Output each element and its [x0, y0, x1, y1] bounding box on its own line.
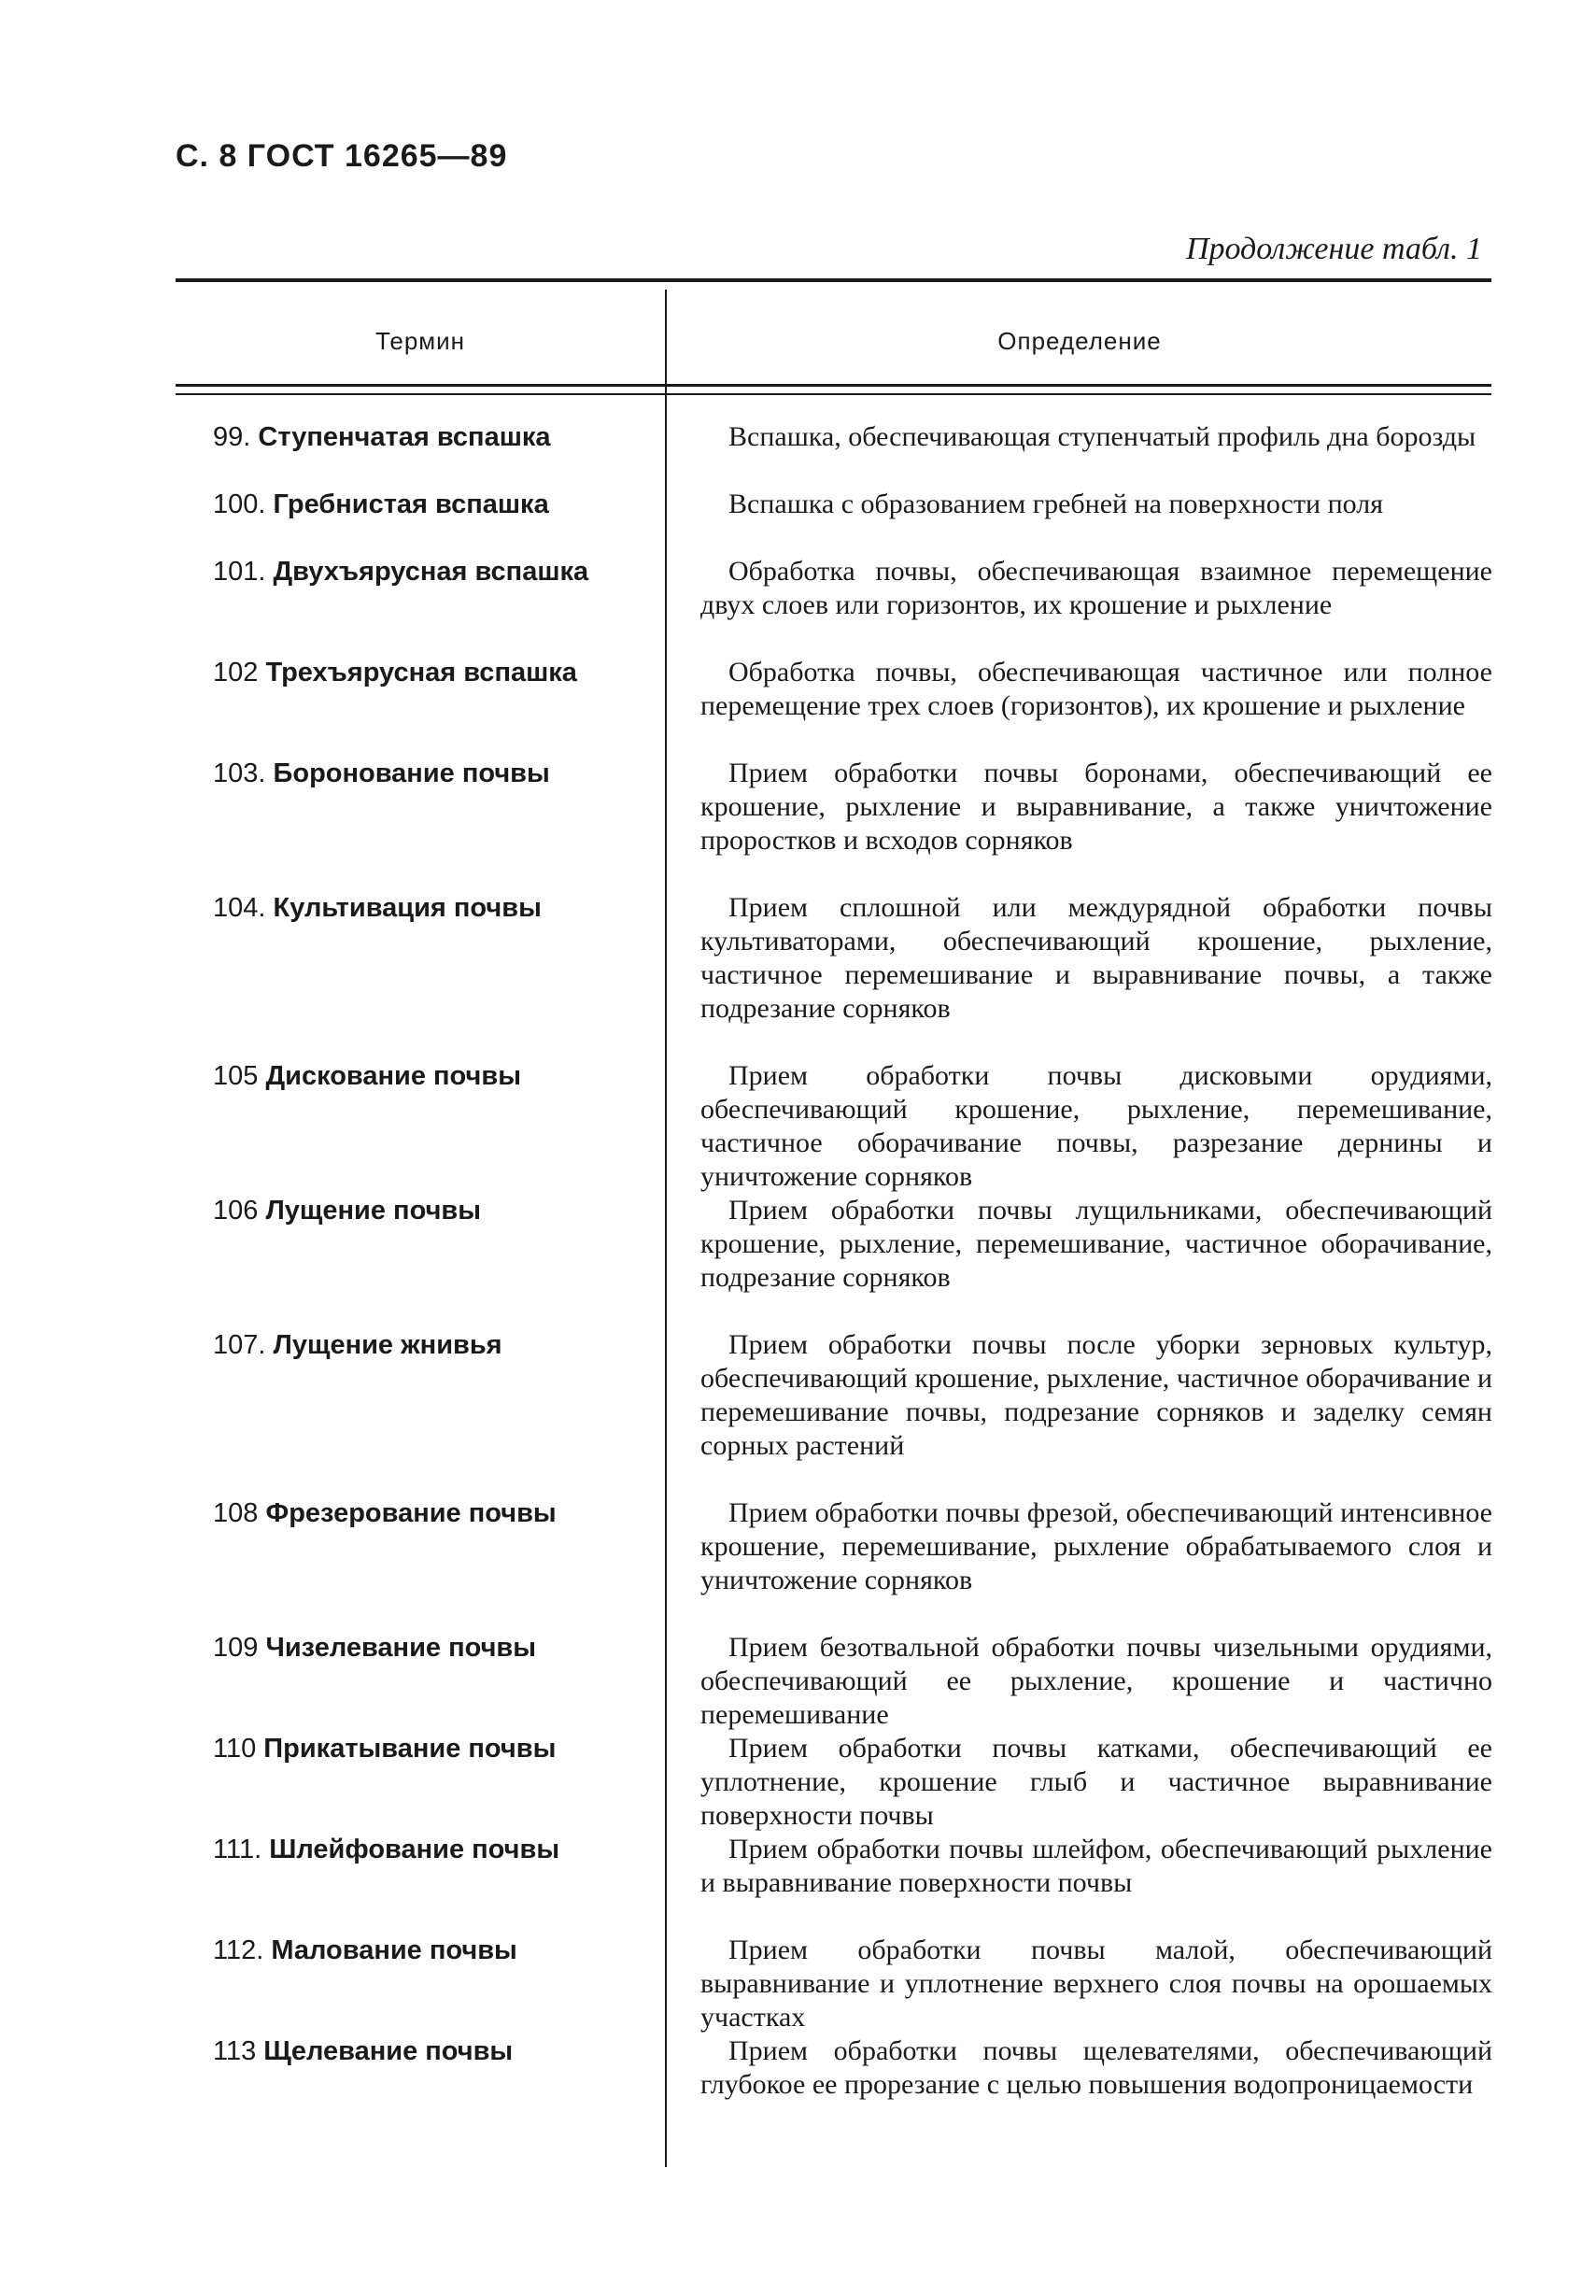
term-name: Лущение жнивья [273, 1330, 502, 1360]
term-number: 107. [213, 1330, 266, 1360]
table-top-rule [176, 278, 1491, 282]
term-name: Трехъярусная вспашка [265, 658, 577, 687]
definition-cell: Прием обработки почвы катками, обеспечивающий ее уплотнение, крошение глыб и частичное выравнивание поверхности почвы [700, 1733, 1492, 1831]
definition-cell: Прием обработки почвы малой, обеспечивающий выравнивание и уплотнение верхнего слоя почвы на орошаемых участках [700, 1935, 1492, 2033]
term-cell [176, 1496, 647, 1530]
term-cell [176, 891, 647, 925]
definition-cell: Прием обработки почвы щелевателями, обеспечивающий глубокое ее прорезание с целью повышения водопроницаемости [700, 2035, 1492, 2100]
definition-cell: Обработка почвы, обеспечивающая частичное или полное перемещение трех слоев (горизонтов), их крошение и рыхление [700, 657, 1492, 721]
term-number: 112. [213, 1935, 264, 1965]
term-name: Двухъярусная вспашка [273, 557, 589, 587]
definition-cell: Вспашка, обеспечивающая ступенчатый профиль дна борозды [728, 421, 1476, 452]
term-cell [176, 656, 647, 689]
definition-cell: Прием безотвальной обработки почвы чизельными орудиями, обеспечивающий ее рыхление, крошение и частично перемешивание [700, 1632, 1492, 1730]
term-cell [176, 488, 647, 521]
term-number: 108 [213, 1498, 259, 1528]
definition-cell: Прием обработки почвы шлейфом, обеспечивающий рыхление и выравнивание поверхности почвы [700, 1834, 1492, 1898]
header-rule-double [176, 393, 1491, 395]
term-name: Чизелевание почвы [265, 1633, 537, 1663]
term-number: 113 [213, 2036, 257, 2066]
term-cell [176, 1194, 647, 1227]
definition-cell: Обработка почвы, обеспечивающая взаимное перемещение двух слоев или горизонтов, их крошение и рыхление [700, 556, 1492, 620]
term-name: Гребнистая вспашка [273, 489, 549, 519]
term-name: Лущение почвы [265, 1196, 481, 1226]
term-name: Малование почвы [271, 1935, 517, 1965]
definition-cell: Прием обработки почвы после уборки зерновых культур, обеспечивающий крошение, рыхление, частичное оборачивание и перемешивание почвы, подрезание сорняков и заделку семян сорных растений [700, 1329, 1492, 1461]
definition-cell: Прием обработки почвы лущильниками, обеспечивающий крошение, рыхление, перемешивание, частичное оборачивание, подрезание сорняков [700, 1195, 1492, 1293]
term-number: 104. [213, 893, 266, 923]
term-cell [176, 555, 647, 588]
term-number: 103. [213, 758, 266, 788]
column-header-term: Термин [374, 327, 466, 355]
term-number: 101. [213, 557, 266, 587]
term-number: 111. [213, 1835, 262, 1864]
term-cell [176, 1833, 647, 1866]
term-number: 100. [213, 489, 266, 519]
definition-cell: Прием сплошной или междурядной обработки почвы культиваторами, обеспечивающий крошение, рыхление, частичное перемешивание и выравнивание почвы, а также подрезание сорняков [700, 892, 1492, 1024]
definition-cell: Вспашка с образованием гребней на поверхности поля [728, 489, 1384, 519]
term-cell [176, 1631, 647, 1665]
continuation-label: Продолжение табл. 1 [1185, 232, 1482, 266]
column-header-definition: Определение [997, 327, 1162, 355]
term-number: 102 [213, 658, 259, 687]
term-number: 110 [213, 1734, 257, 1764]
term-cell [176, 420, 647, 454]
term-cell [176, 2034, 647, 2068]
term-number: 99. [213, 422, 251, 452]
term-name: Культивация почвы [273, 893, 542, 923]
term-name: Шлейфование почвы [269, 1835, 560, 1864]
term-number: 105 [213, 1061, 259, 1091]
term-cell [176, 1934, 647, 1967]
term-cell [176, 1059, 647, 1093]
term-name: Щелевание почвы [263, 2036, 514, 2066]
term-name: Ступенчатая вспашка [258, 422, 551, 452]
column-divider [665, 290, 667, 2167]
term-number: 106 [213, 1196, 259, 1226]
term-number: 109 [213, 1633, 259, 1663]
page-header: С. 8 ГОСТ 16265—89 [176, 138, 508, 174]
header-rule [176, 384, 1491, 387]
term-cell [176, 1328, 647, 1362]
term-name: Фрезерование почвы [265, 1498, 557, 1528]
definition-cell: Прием обработки почвы боронами, обеспечивающий ее крошение, рыхление и выравнивание, а также уничтожение проростков и всходов сорняков [700, 758, 1492, 856]
term-name: Дискование почвы [265, 1061, 521, 1091]
term-name: Боронование почвы [273, 758, 550, 788]
definition-cell: Прием обработки почвы фрезой, обеспечивающий интенсивное крошение, перемешивание, рыхление обрабатываемого слоя и уничтожение сорняков [700, 1497, 1492, 1595]
term-cell [176, 1732, 647, 1765]
definition-cell: Прием обработки почвы дисковыми орудиями, обеспечивающий крошение, рыхление, перемешивание, частичное оборачивание почвы, разрезание дернины и уничтожение сорняков [700, 1060, 1492, 1192]
term-cell [176, 757, 647, 790]
term-name: Прикатывание почвы [263, 1734, 557, 1764]
